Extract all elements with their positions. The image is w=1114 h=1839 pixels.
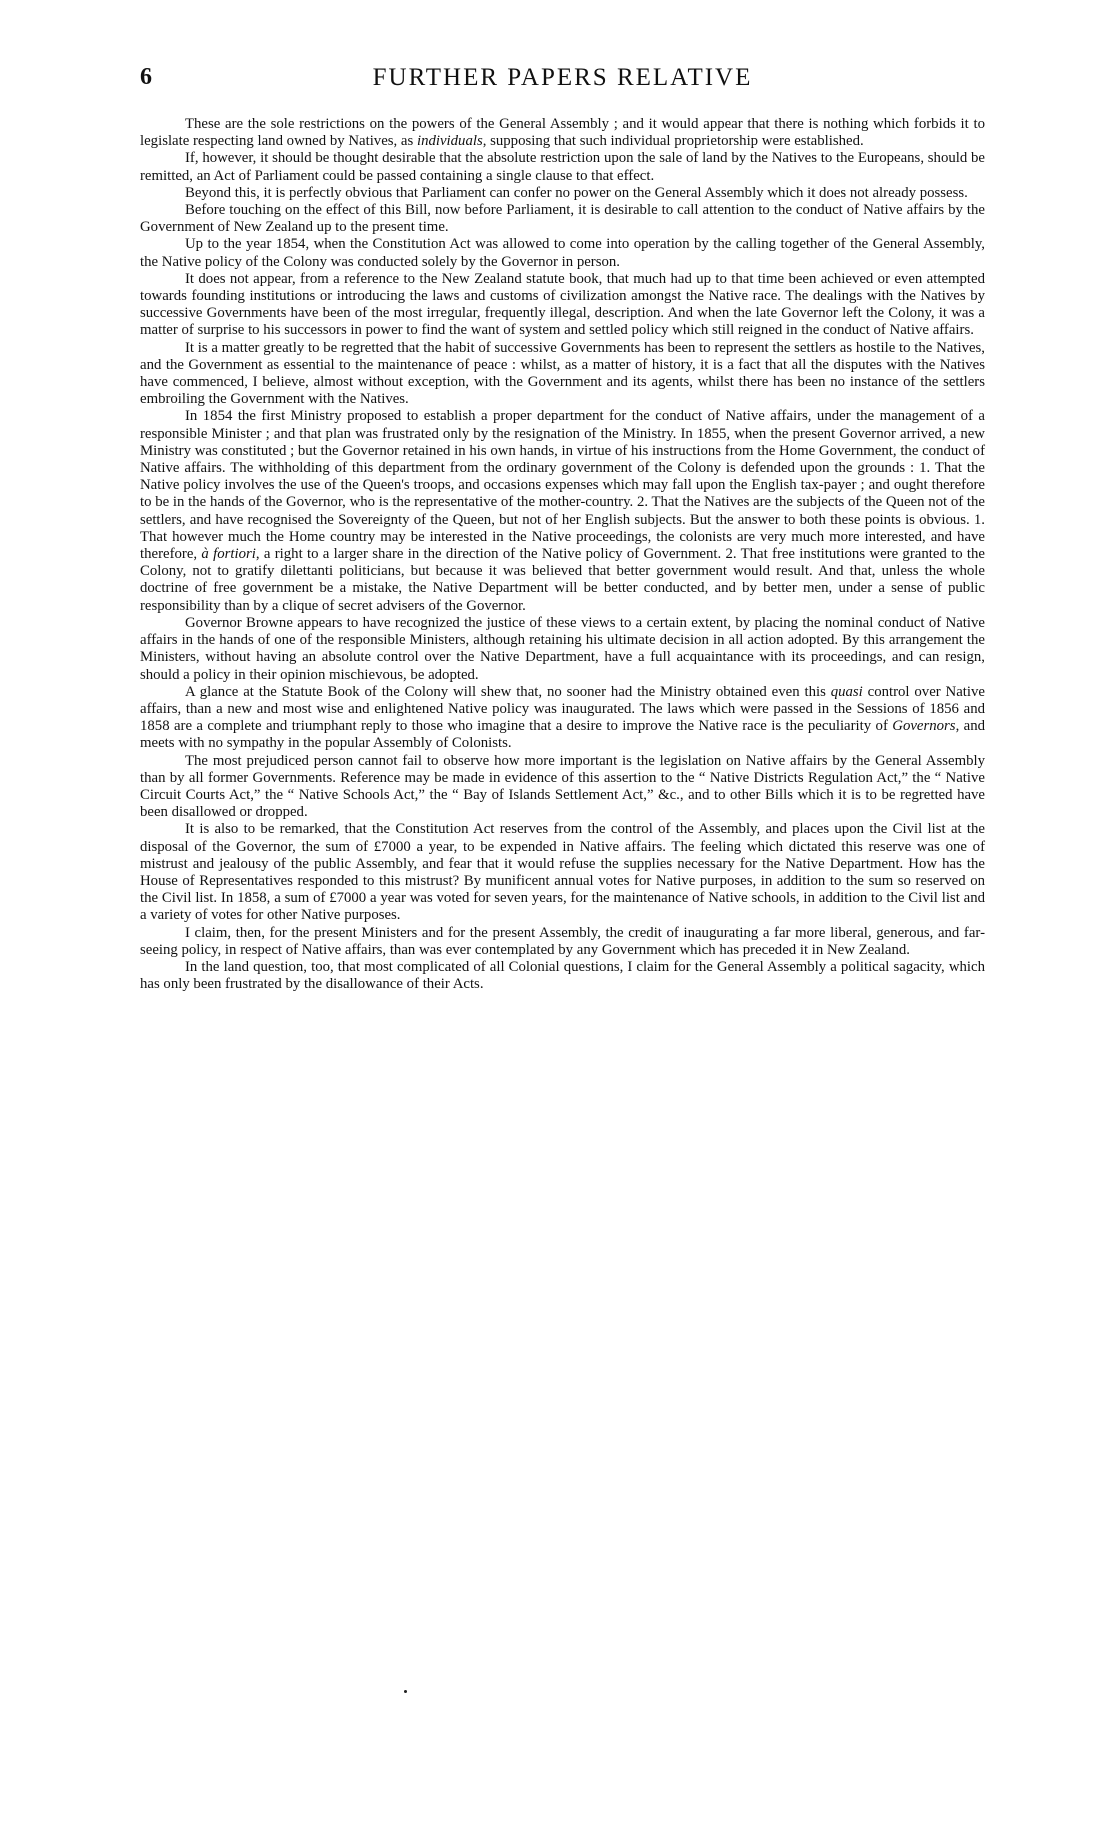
paragraph-10: A glance at the Statute Book of the Colony will shew that, no sooner had the Ministry obtained even this quasi control over Native affairs, than a new and most wise and enlightened Native policy was inaugurated. The laws which were passed in the Sessions of 1856 and 1858 are a complete and triumphant reply to those who imagine that a desire to improve the Native race is the peculiarity of Governors, and meets with no sympathy in the popular Assembly of Colonists. [140, 683, 986, 752]
paragraph-13: I claim, then, for the present Ministers and for the present Assembly, the credit of inaugurating a far more liberal, generous, and far-seeing policy, in respect of Native affairs, than was ever contemplated by any Government which has preceded it in New Zealand. [140, 924, 985, 958]
paragraph-3: Beyond this, it is perfectly obvious that Parliament can confer no power on the General Assembly which it does not already possess. [185, 184, 968, 201]
italic-emphasis: Governors [892, 718, 956, 735]
running-title: FURTHER PAPERS RELATIVE [372, 64, 753, 91]
italic-emphasis: quasi [830, 683, 863, 700]
paragraph-7: It is a matter greatly to be regretted that the habit of successive Governments has been to represent the settlers as hostile to the Natives, and the Government as essential to the maintenance of peace : whilst, as a matter of history, it is a fact that all the disputes with the Natives have commenced, I believe, almost without exception, with the Government and its agents, whilst there has been no instance of the settlers embroiling the Government with the Natives. [140, 339, 985, 408]
paragraph-4: Before touching on the effect of this Bill, now before Parliament, it is desirable to call attention to the conduct of Native affairs by the Government of New Zealand up to the present time. [140, 202, 985, 236]
paragraph-2: If, however, it should be thought desirable that the absolute restriction upon the sale of land by the Natives to the Europeans, should be remitted, an Act of Parliament could be passed containing a single clause to that effect. [140, 150, 985, 184]
paragraph-14: In the land question, too, that most complicated of all Colonial questions, I claim for the General Assembly a political sagacity, which has only been frustrated by the disallowance of their Acts. [140, 958, 985, 993]
paragraph-12: It is also to be remarked, that the Constitution Act reserves from the control of the Assembly, and places upon the Civil list at the disposal of the Governor, the sum of £7000 a year, to be expended in Native affairs. The feeling which dictated this reserve was one of mistrust and jealousy of the public Assembly, and fear that it would refuse the supplies necessary for the Native Department. How has the House of Representatives responded to this mistrust? By munificent annual votes for Native purposes, in addition to the sum so reserved on the Civil list. In 1858, a sum of £7000 a year was voted for seven years, for the maintenance of Native schools, in addition to the Civil list and a variety of votes for other Native purposes. [140, 821, 985, 924]
italic-emphasis: à fortiori [201, 546, 256, 563]
body-text [140, 116, 985, 993]
ink-speck [404, 1690, 407, 1693]
page-number: 6 [140, 64, 153, 90]
paragraph-1: These are the sole restrictions on the powers of the General Assembly ; and it would appear that there is nothing which forbids it to legislate respecting land owned by Natives, as individuals, supposing that such individual proprietorship were established. [140, 116, 985, 150]
paragraph-11: The most prejudiced person cannot fail to observe how more important is the legislation on Native affairs by the General Assembly than by all former Governments. Reference may be made in evidence of this assertion to the “ Native Districts Regulation Act,” the “ Native Circuit Courts Act,” the “ Native Schools Act,” the “ Bay of Islands Settlement Act,” &c., and to other Bills which it is to be regretted have been disallowed or dropped. [140, 752, 985, 821]
paragraph-8: In 1854 the first Ministry proposed to establish a proper department for the conduct of Native affairs, under the management of a responsible Minister ; and that plan was frustrated only by the resignation of the Ministry. In 1855, when the present Governor arrived, a new Ministry was constituted ; but the Governor retained in his own hands, in virtue of his instructions from the Home Government, the conduct of Native affairs. The withholding of this department from the ordinary government of the Colony is defended upon the grounds : 1. That the Native policy involves the use of the Queen's troops, and occasions expenses which may fall upon the English tax-payer ; and ought therefore to be in the hands of the Governor, who is the representative of the mother-country. 2. That the Natives are the subjects of the Queen not of the settlers, and have recognised the Sovereignty of the Queen, but not of her English subjects. But the answer to both these points is obvious. 1. That however much the Home country may be interested in the Native proceedings, the colonists are very much more interested, and have therefore, à fortiori, a right to a larger share in the direction of the Native policy of Government. 2. That free institutions were granted to the Colony, not to gratify dilettanti politicians, but because it was believed that better government would result. And that, unless the whole doctrine of free government be a mistake, the Native Department will be better conducted, and by better men, under a sense of public responsibility than by a clique of secret advisers of the Governor. [140, 408, 985, 614]
page-header [140, 64, 985, 100]
paragraph-9: Governor Browne appears to have recognized the justice of these views to a certain extent, by placing the nominal conduct of Native affairs in the hands of one of the responsible Ministers, although retaining his ultimate decision in all action adopted. By this arrangement the Ministers, without having an absolute control over the Native Department, have a full acquaintance with its proceedings, and can resign, should a policy in their opinion mischievous, be adopted. [140, 614, 985, 683]
paragraph-6: It does not appear, from a reference to the New Zealand statute book, that much had up to that time been achieved or even attempted towards founding institutions or introducing the laws and customs of civilization amongst the Native race. The dealings with the Natives by successive Governments have been of the most irregular, frequently illegal, description. And when the late Governor left the Colony, it was a matter of surprise to his successors in power to find the want of system and settled policy which still reigned in the conduct of Native affairs. [140, 270, 985, 339]
paragraph-5: Up to the year 1854, when the Constitution Act was allowed to come into operation by the calling together of the General Assembly, the Native policy of the Colony was conducted solely by the Governor in person. [140, 236, 985, 270]
italic-emphasis: individuals [416, 133, 483, 150]
